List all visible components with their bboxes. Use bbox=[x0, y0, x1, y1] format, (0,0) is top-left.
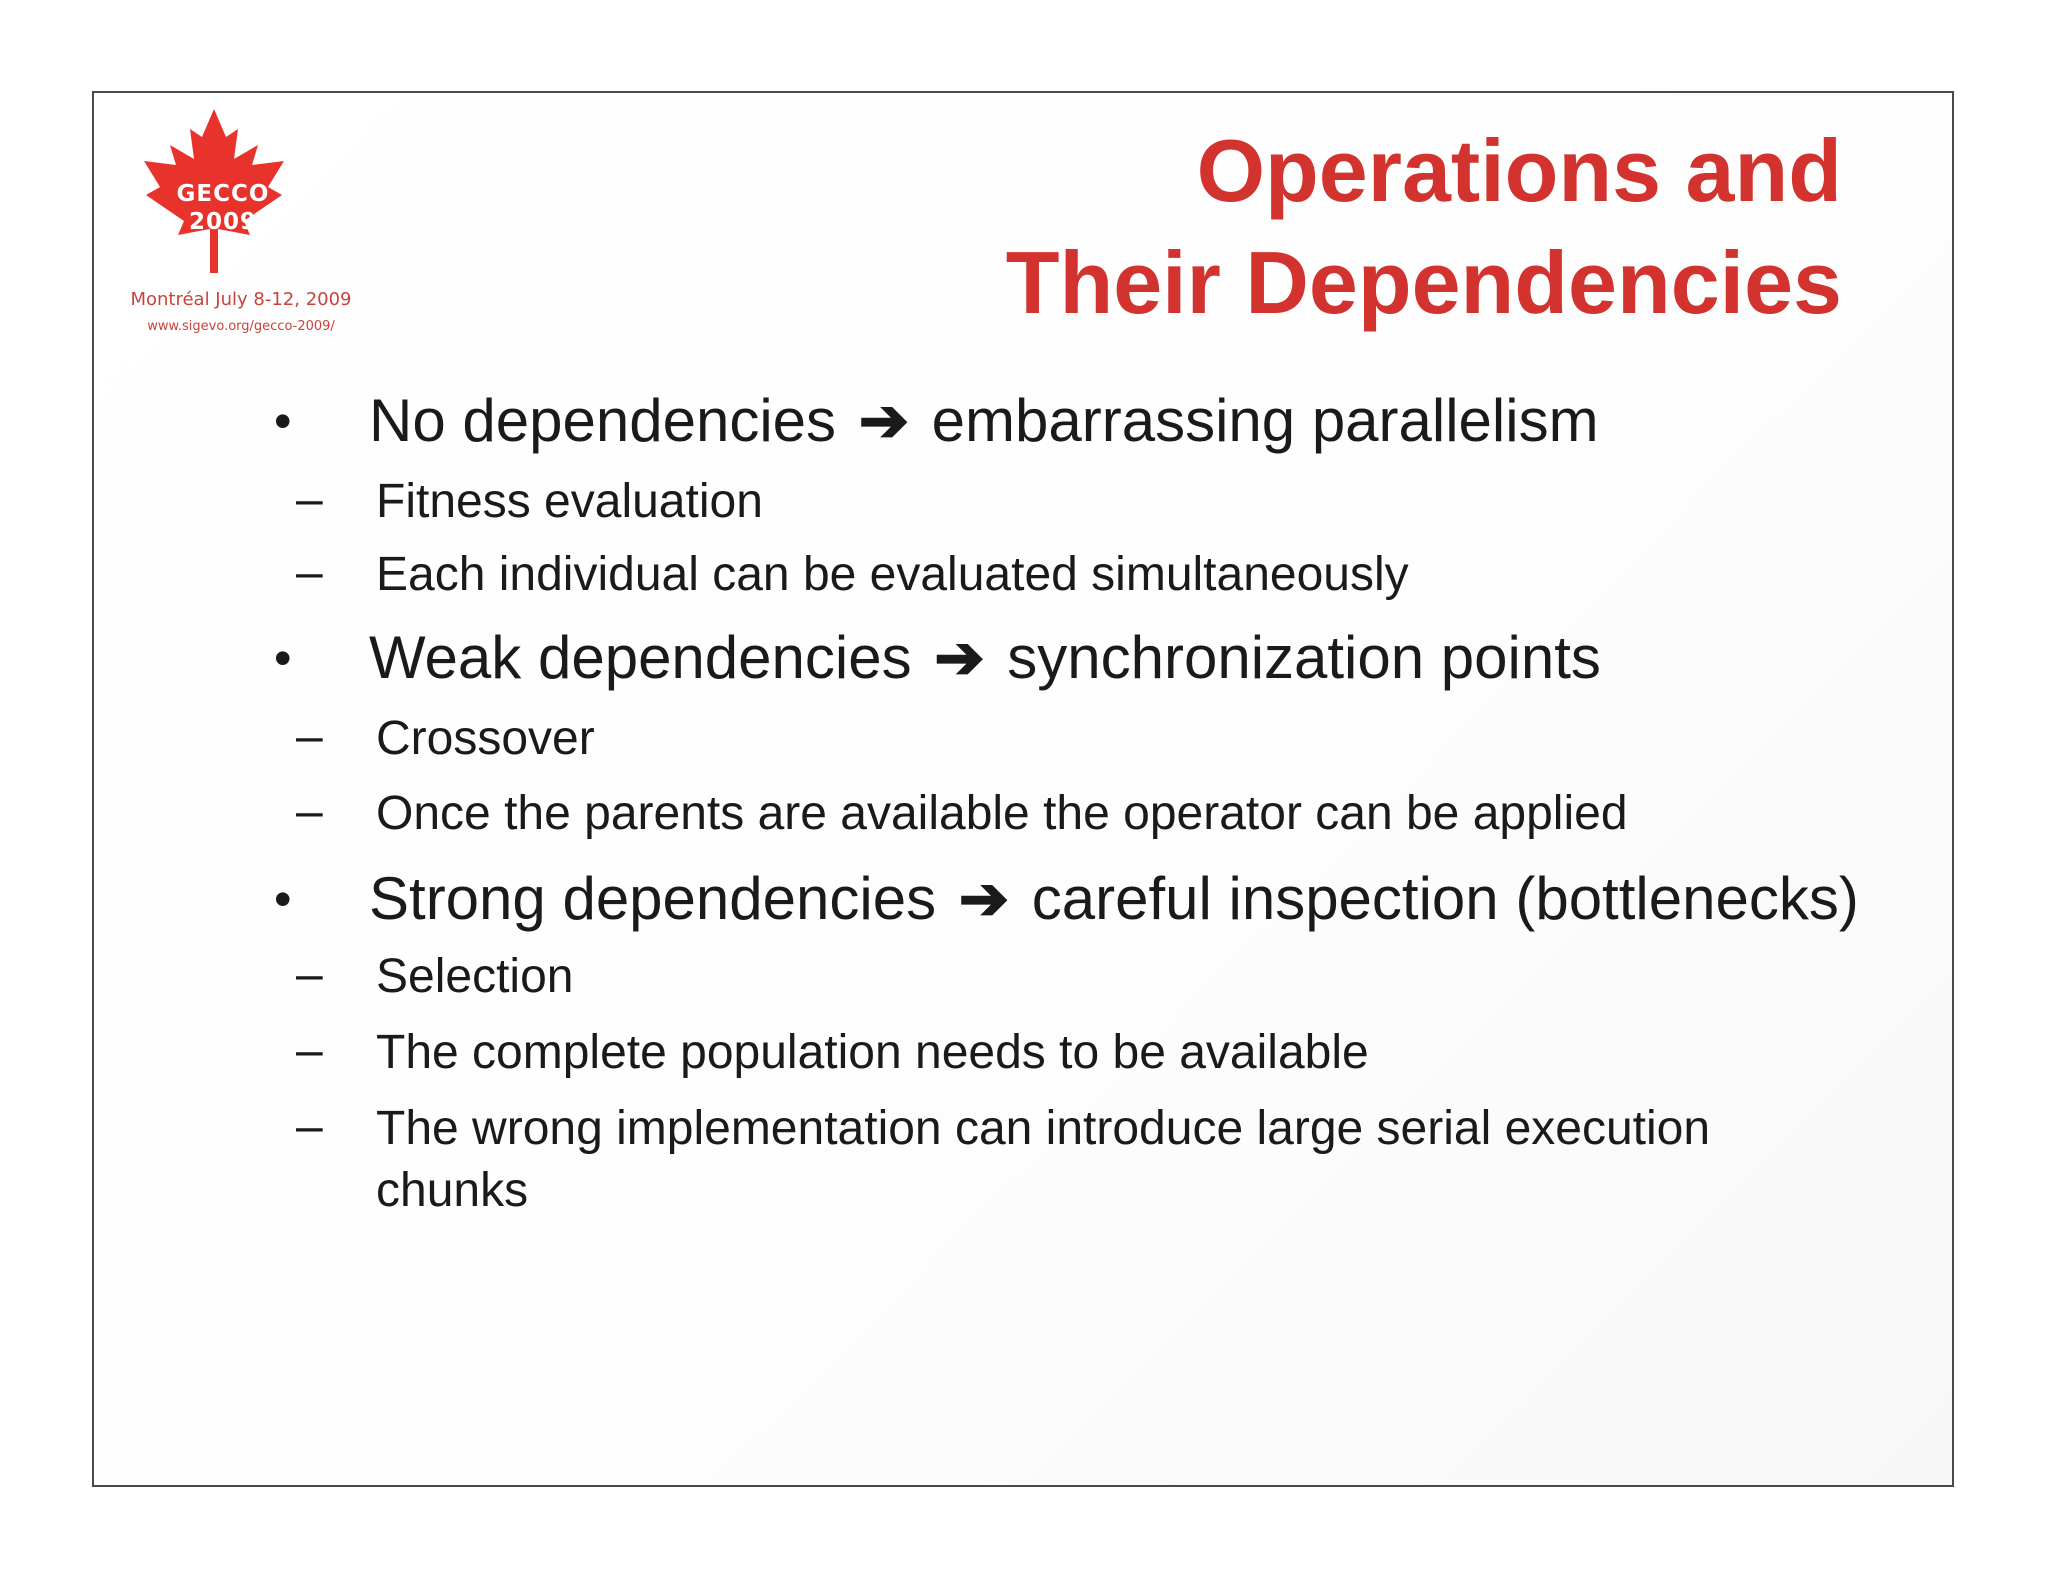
title-line-2: Their Dependencies bbox=[1005, 233, 1842, 332]
bullet-marker: • bbox=[274, 630, 292, 686]
sub-marker: – bbox=[296, 710, 323, 763]
arrow-icon: ➔ bbox=[934, 624, 985, 691]
sub-item-text: The complete population needs to be available bbox=[376, 1026, 1369, 1079]
logo-place-date: Montréal July 8-12, 2009 bbox=[130, 289, 352, 310]
slide bbox=[92, 91, 1954, 1487]
sub-marker: – bbox=[296, 1100, 323, 1153]
sub-item-text: chunks bbox=[376, 1164, 529, 1217]
bullet-lead: Strong dependencies bbox=[369, 865, 937, 932]
sub-marker: – bbox=[296, 1024, 323, 1077]
bullet-lead: No dependencies bbox=[369, 387, 837, 454]
logo-text-gecco: GECCO bbox=[176, 181, 270, 207]
bullet-result: synchronization points bbox=[1007, 624, 1601, 691]
sub-item-text: Once the parents are available the operator can be applied bbox=[376, 787, 1628, 840]
logo-url: www.sigevo.org/gecco-2009/ bbox=[147, 319, 335, 334]
sub-item-text: Selection bbox=[376, 950, 574, 1003]
bullet-lead: Weak dependencies bbox=[369, 624, 912, 691]
bullet-result: careful inspection (bottlenecks) bbox=[1031, 865, 1859, 932]
sub-marker: – bbox=[296, 546, 323, 599]
sub-item-text: Crossover bbox=[376, 712, 595, 765]
sub-item-text: The wrong implementation can introduce large serial execution bbox=[376, 1102, 1711, 1155]
sub-item-text: Fitness evaluation bbox=[376, 475, 763, 528]
arrow-icon: ➔ bbox=[958, 865, 1010, 932]
sub-marker: – bbox=[296, 785, 323, 838]
bullet-marker: • bbox=[274, 393, 292, 449]
logo-text-year: 2009 bbox=[188, 209, 257, 235]
bullet-marker: • bbox=[274, 871, 292, 927]
bullet-result: embarrassing parallelism bbox=[931, 387, 1599, 454]
arrow-icon: ➔ bbox=[858, 387, 909, 454]
title-line-1: Operations and bbox=[1196, 121, 1842, 220]
sub-item-text: Each individual can be evaluated simultaneously bbox=[376, 548, 1409, 601]
bullet-list bbox=[94, 93, 1952, 1485]
sub-marker: – bbox=[296, 948, 323, 1001]
sub-marker: – bbox=[296, 473, 323, 526]
